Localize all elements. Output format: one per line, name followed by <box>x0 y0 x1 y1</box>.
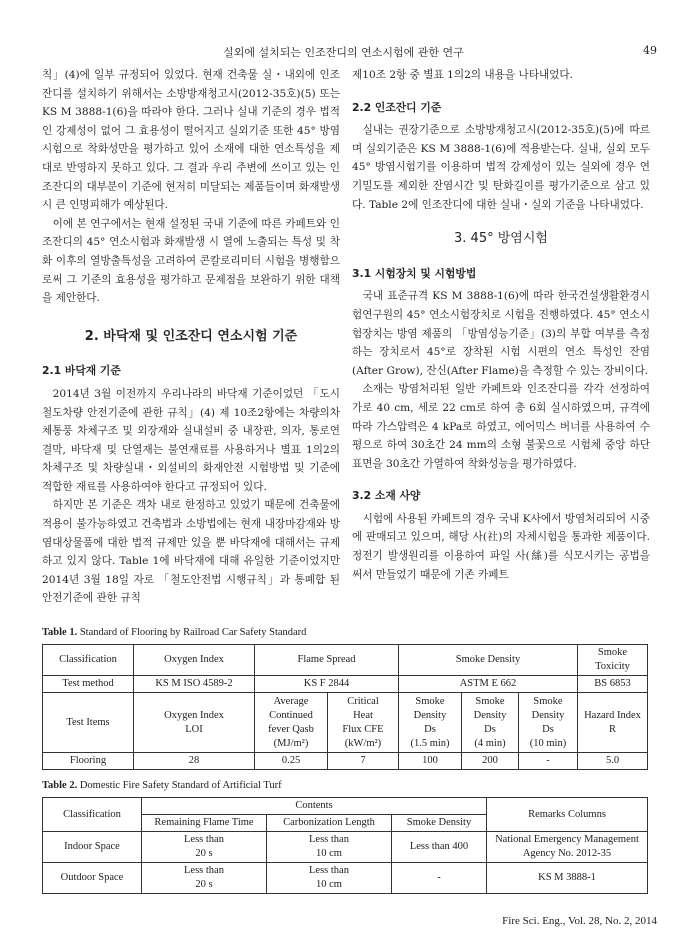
section-2-1-paragraph-1: 2014년 3월 이전까지 우리나라의 바닥재 기준이었던 「도시철도차량 안전기준에 관한 규칙」(4) 제 10조2항에는 차량의차체통풍 차체구조 및 외장재와 실내설비 중 내장판, 의자, 통로연결막, 바닥재 및 단열재는 불연재료를 사용하거나 별표 1의2의 차체구조 및 차량실내・외설비의 화재안전 시험방법 및 기준에 적합한 재료를 사용하여야 한다고 규정되어 있다. <box>42 387 340 493</box>
cell-line: Less than <box>184 865 224 876</box>
section-2-1-heading: 2.1 바닥재 기준 <box>42 364 121 378</box>
section-2-2-heading: 2.2 인조잔디 기준 <box>352 100 442 114</box>
table-cell <box>328 693 399 753</box>
table-row <box>43 753 648 770</box>
table-cell: 100 <box>399 753 462 770</box>
table-cell: Outdoor Space <box>43 863 142 894</box>
cell-line: Less than <box>184 834 224 845</box>
table-cell <box>134 693 255 753</box>
table-row <box>43 798 648 815</box>
table-row <box>43 863 648 894</box>
cell-line: Hazard Index <box>584 709 641 721</box>
table-cell: KS M ISO 4589-2 <box>134 676 255 693</box>
table-cell: Flooring <box>43 753 134 770</box>
table-cell <box>462 693 519 753</box>
section-3-1-paragraph-1: 국내 표준규격 KS M 3888-1(6)에 따라 한국건설생활환경시험연구원의 45° 연소시험장치로 시험을 진행하였다. 45° 연소시험장치는 방염 제품의 「방염성능기준」(3)의 부합 여부를 측정하는 장치로서 45°로 장착된 시험 시편의 연소 특성인 잔염(After Grow), 잔신(After Flame)을 측정할 수 있는 장비이다. <box>352 290 650 377</box>
cell-line: Smoke <box>475 695 505 707</box>
table-cell: Smoke Density <box>392 815 487 832</box>
cell-line: Heat <box>353 709 373 721</box>
table-cell <box>399 693 462 753</box>
table-cell: BS 6853 <box>578 676 648 693</box>
cell-line: Flux CFE <box>342 723 384 735</box>
cell-line: Ds <box>484 723 496 735</box>
intro-paragraph-1: 칙」(4)에 일부 규정되어 있었다. 현재 건축물 실・내외에 인조잔디를 설치하기 위해서는 소방방재청고시(2012-35호)(5) 또는 KS M 3888-1(6)을 따라야 한다. 그러나 실내 기준의 경우 법적인 강제성이 없어 그 효용성이 떨어지고 실외기준 또한 45° 방염시험으로 착화성만을 평가하고 있어 소재에 대한 연소특성을 제대로 반영하지 못하고 있다. 그 결과 우리 주변에 쓰이고 있는 인조잔디의 대부분이 기준에 현저히 미달되는 제품들이며 화재발생 시 큰 인명피해가 예상된다. <box>42 69 340 212</box>
table-1-label: Table 1. <box>42 627 78 638</box>
cell-line: (kW/m²) <box>344 737 382 749</box>
cell-line: Less than <box>309 834 349 845</box>
table-cell: Classification <box>43 798 142 832</box>
cell-line: R <box>608 723 616 735</box>
table-cell: - <box>519 753 578 770</box>
cell-line: Oxygen Index <box>164 709 224 721</box>
table-row <box>43 676 648 693</box>
cell-line: Critical <box>347 695 379 707</box>
left-column <box>42 66 340 608</box>
table-cell: 0.25 <box>255 753 328 770</box>
cell-line: Density <box>531 709 565 721</box>
table-cell: 28 <box>134 753 255 770</box>
table-cell <box>142 863 267 894</box>
cell-line: (10 min) <box>529 737 567 749</box>
table-cell: 7 <box>328 753 399 770</box>
cell-line: fever Qasb <box>268 723 314 735</box>
table-cell: Less than 400 <box>392 832 487 863</box>
table-row <box>43 832 648 863</box>
table-cell: Test method <box>43 676 134 693</box>
running-header: 실외에 설치되는 인조잔디의 연소시험에 관한 연구 <box>223 46 464 59</box>
table-cell: Carbonization Length <box>267 815 392 832</box>
section-2-2-paragraph: 실내는 권장기준으로 소방방재청고시(2012-35호)(5)에 따르며 실외기준은 KS M 3888-1(6)에 적용받는다. 실내, 실외 모두 45° 방염시험기를 이용하며 법적 강제성이 있는 실외에 경우 연기밀도를 제외한 잔염시간 및 탄화길이를 평가기준으로 삼고 있다. Table 2에 인조잔디에 대한 실내・실외 기준을 나타내었다. <box>352 124 650 211</box>
table-1-caption <box>42 627 306 638</box>
cell-line: Smoke <box>533 695 563 707</box>
cell-line: (4 min) <box>474 737 506 749</box>
cell-line: LOI <box>185 723 203 735</box>
cell-line: 10 cm <box>316 848 342 859</box>
section-3-2-heading: 3.2 소재 사양 <box>352 489 421 503</box>
table-cell: Smoke Toxicity <box>578 645 648 676</box>
cell-line: Ds <box>542 723 554 735</box>
cell-line: 20 s <box>195 848 213 859</box>
section-3-heading: 3. 45° 방염시험 <box>454 231 548 247</box>
table-cell <box>142 832 267 863</box>
table-cell: KS F 2844 <box>255 676 399 693</box>
intro-paragraph-2: 이에 본 연구에서는 현재 설정된 국내 기준에 따른 카페트와 인조잔디의 45° 연소시험과 화재발생 시 열에 노출되는 특성 및 착화 이후의 열방출특성을 고려하여 콘칼로리미터 시험을 병행함으로써 그 기준의 효용성을 평가하고 문제점을 보완하기 위한 대책을 제안한다. <box>42 217 340 305</box>
table-cell: Remaining Flame Time <box>142 815 267 832</box>
table-row <box>43 693 648 753</box>
table-cell: Oxygen Index <box>134 645 255 676</box>
continuation-paragraph: 제10조 2항 중 별표 1의2의 내용을 나타내었다. <box>352 69 574 81</box>
table-2-label: Table 2. <box>42 780 78 791</box>
table-row <box>43 645 648 676</box>
table-cell <box>578 693 648 753</box>
table-cell: - <box>392 863 487 894</box>
cell-line: 10 cm <box>316 879 342 890</box>
table-cell: KS M 3888-1 <box>487 863 648 894</box>
section-3-2-paragraph: 시험에 사용된 카페트의 경우 국내 K사에서 방염처리되어 시중에 판매되고 있으며, 해당 사(社)의 자체시험을 통과한 제품이다. 정전기 발생원리를 이용하여 파일 사(絲)를 식모시키는 공법을 써서 만들었기 때문에 기존 카페트 <box>352 512 650 581</box>
cell-line: 20 s <box>195 879 213 890</box>
table-cell: 200 <box>462 753 519 770</box>
cell-line: Density <box>473 709 507 721</box>
cell-line: Smoke <box>415 695 445 707</box>
cell-line: Density <box>413 709 447 721</box>
cell-line: (1.5 min) <box>410 737 450 749</box>
table-cell <box>267 863 392 894</box>
cell-line: Less than <box>309 865 349 876</box>
table-cell <box>487 832 648 863</box>
table-2-title: Domestic Fire Safety Standard of Artificial Turf <box>79 780 282 791</box>
table-cell: Test Items <box>43 693 134 753</box>
cell-line: Continued <box>269 709 313 721</box>
table-cell: Flame Spread <box>255 645 399 676</box>
table-cell <box>519 693 578 753</box>
table-cell: Indoor Space <box>43 832 142 863</box>
cell-line: Average <box>273 695 309 707</box>
table-1 <box>42 644 648 770</box>
right-column <box>352 66 650 584</box>
table-2 <box>42 797 648 894</box>
section-3-1-paragraph-2: 소재는 방염처리된 일반 카페트와 인조잔디를 각각 선정하여 가로 40 cm, 세로 22 cm로 하여 총 6회 실시하였으며, 규격에 따라 가스압력은 4 kPa로 하였고, 에어믹스 버너를 사용하여 수평으로 하여 30초간 24 mm의 소형 불꽃으로 시험체 중앙 하단 표면을 30초간 가열하여 착화성능을 평가하였다. <box>352 383 650 470</box>
cell-line: (MJ/m²) <box>273 737 309 749</box>
cell-line: Agency No. 2012-35 <box>522 848 612 859</box>
table-cell: Remarks Columns <box>487 798 648 832</box>
cell-line: National Emergency Management <box>495 834 639 845</box>
section-2-1-paragraph-2: 하지만 본 기준은 객차 내로 한정하고 있었기 때문에 건축물에 적용이 불가능하였고 건축법과 소방법에는 현재 내장마감재와 방염대상물품에 대한 법적 규제만 있을 뿐 바닥재에 대해서는 규제하고 있지 않다. Table 1에 바닥재에 대해 유일한 기준이었지만 2014년 3월 18일 자로 「철도안전법 시행규칙」과 통폐합 된 안전기준에 관한 규칙 <box>42 499 340 605</box>
cell-line: Ds <box>424 723 436 735</box>
page-number: 49 <box>643 44 657 57</box>
table-1-title: Standard of Flooring by Railroad Car Safety Standard <box>79 627 307 638</box>
section-3-1-heading: 3.1 시험장치 및 시험방법 <box>352 266 477 280</box>
table-2-caption <box>42 780 282 791</box>
table-cell: Smoke Density <box>399 645 578 676</box>
journal-footer: Fire Sci. Eng., Vol. 28, No. 2, 2014 <box>502 915 657 927</box>
table-cell: Classification <box>43 645 134 676</box>
table-cell: ASTM E 662 <box>399 676 578 693</box>
section-2-heading: 2. 바닥재 및 인조잔디 연소시험 기준 <box>84 328 298 344</box>
table-cell <box>267 832 392 863</box>
table-cell: Contents <box>142 798 487 815</box>
table-cell: 5.0 <box>578 753 648 770</box>
table-cell <box>255 693 328 753</box>
